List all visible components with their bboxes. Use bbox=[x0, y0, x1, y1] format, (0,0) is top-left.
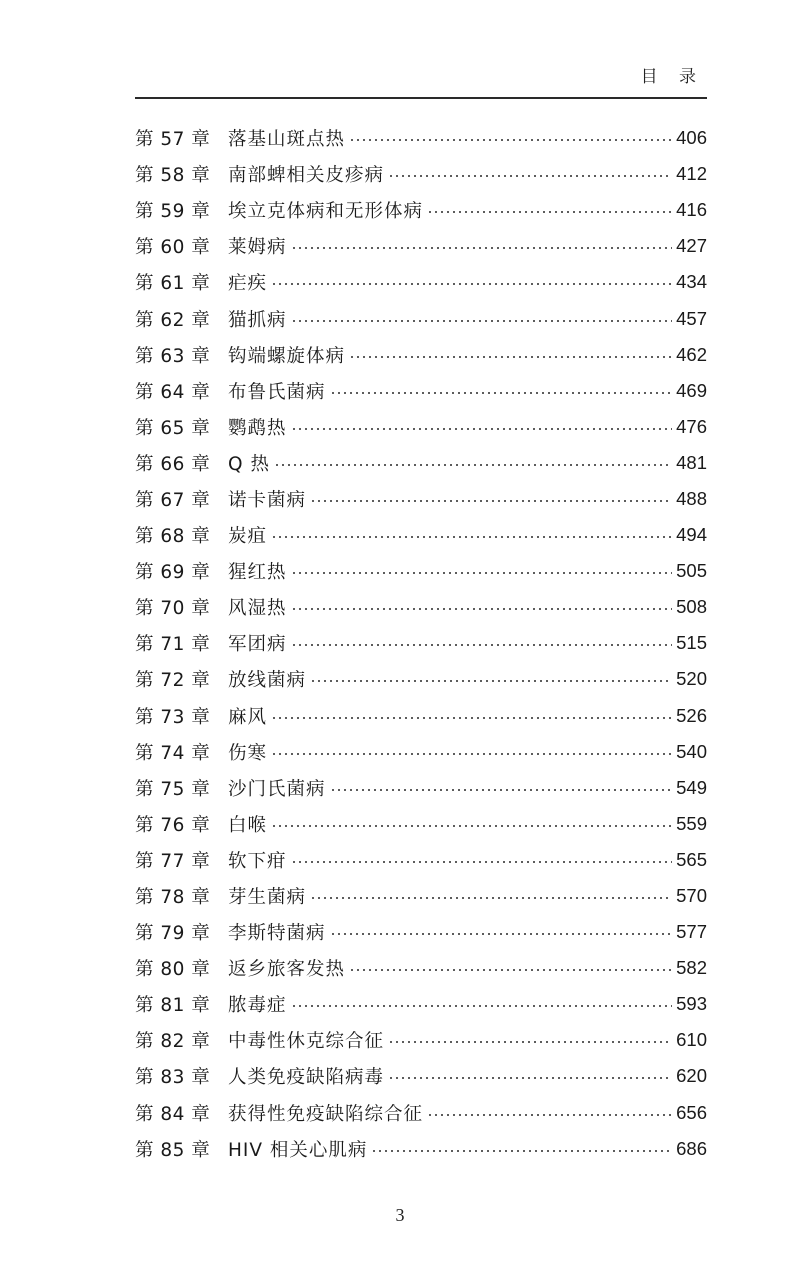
toc-page-number: 457 bbox=[676, 307, 707, 329]
toc-page-number: 494 bbox=[676, 524, 707, 546]
toc-page-number: 406 bbox=[676, 127, 707, 149]
toc-entry[interactable] bbox=[135, 120, 707, 156]
toc-chapter-title: 布鲁氏菌病 bbox=[228, 381, 326, 403]
toc-entry[interactable] bbox=[135, 842, 707, 878]
toc-chapter-title: HIV 相关心肌病 bbox=[228, 1139, 368, 1161]
toc-dot-leader bbox=[271, 753, 672, 755]
toc-page-number: 540 bbox=[676, 740, 707, 762]
toc-chapter-title: 麻风 bbox=[228, 706, 268, 728]
toc-page-number: 570 bbox=[676, 885, 707, 907]
toc-page-number: 508 bbox=[676, 596, 707, 618]
toc-entry[interactable] bbox=[135, 734, 707, 770]
toc-page-number: 462 bbox=[676, 343, 707, 365]
toc-dot-leader bbox=[388, 175, 672, 177]
toc-dot-leader bbox=[271, 717, 672, 719]
toc-chapter-number: 第 74 章 bbox=[135, 742, 211, 764]
toc-page-number: 505 bbox=[676, 560, 707, 582]
toc-chapter-number: 第 70 章 bbox=[135, 598, 211, 620]
toc-page-number: 559 bbox=[676, 812, 707, 834]
toc-chapter-title: 钩端螺旋体病 bbox=[228, 345, 346, 367]
toc-entry[interactable] bbox=[135, 806, 707, 842]
toc-entry[interactable] bbox=[135, 698, 707, 734]
toc-chapter-title: 软下疳 bbox=[228, 850, 287, 872]
toc-entry[interactable] bbox=[135, 770, 707, 806]
toc-dot-leader bbox=[349, 969, 672, 971]
toc-entry[interactable] bbox=[135, 878, 707, 914]
toc-chapter-number: 第 82 章 bbox=[135, 1031, 211, 1053]
toc-chapter-number: 第 67 章 bbox=[135, 489, 211, 511]
toc-chapter-number: 第 69 章 bbox=[135, 562, 211, 584]
toc-page-number: 582 bbox=[676, 957, 707, 979]
toc-entry[interactable] bbox=[135, 192, 707, 228]
toc-chapter-number: 第 79 章 bbox=[135, 923, 211, 945]
toc-page-number: 481 bbox=[676, 451, 707, 473]
toc-chapter-title: 芽生菌病 bbox=[228, 887, 307, 909]
toc-chapter-number: 第 73 章 bbox=[135, 706, 211, 728]
toc-dot-leader bbox=[291, 247, 673, 249]
toc-dot-leader bbox=[291, 320, 673, 322]
table-of-contents bbox=[135, 120, 707, 1167]
toc-dot-leader bbox=[291, 428, 673, 430]
toc-chapter-number: 第 62 章 bbox=[135, 309, 211, 331]
toc-entry[interactable] bbox=[135, 156, 707, 192]
toc-dot-leader bbox=[291, 644, 673, 646]
toc-chapter-title: 沙门氏菌病 bbox=[228, 778, 326, 800]
toc-chapter-number: 第 83 章 bbox=[135, 1067, 211, 1089]
toc-chapter-title: 放线菌病 bbox=[228, 670, 307, 692]
toc-page-number: 610 bbox=[676, 1029, 707, 1051]
toc-chapter-title: 疟疾 bbox=[228, 273, 268, 295]
toc-page-number: 526 bbox=[676, 704, 707, 726]
toc-entry[interactable] bbox=[135, 228, 707, 264]
toc-chapter-title: 伤寒 bbox=[228, 742, 268, 764]
toc-dot-leader bbox=[291, 1005, 673, 1007]
toc-dot-leader bbox=[330, 789, 673, 791]
toc-chapter-number: 第 60 章 bbox=[135, 237, 211, 259]
toc-chapter-title: 南部蜱相关皮疹病 bbox=[228, 165, 385, 187]
toc-entry[interactable] bbox=[135, 445, 707, 481]
toc-chapter-number: 第 68 章 bbox=[135, 526, 211, 548]
toc-chapter-title: 鹦鹉热 bbox=[228, 417, 287, 439]
toc-chapter-number: 第 81 章 bbox=[135, 995, 211, 1017]
toc-dot-leader bbox=[330, 392, 673, 394]
toc-page-number: 412 bbox=[676, 163, 707, 185]
toc-dot-leader bbox=[310, 680, 672, 682]
toc-dot-leader bbox=[427, 211, 672, 213]
toc-chapter-title: 落基山斑点热 bbox=[228, 129, 346, 151]
toc-chapter-title: 诺卡菌病 bbox=[228, 489, 307, 511]
toc-dot-leader bbox=[330, 933, 673, 935]
toc-dot-leader bbox=[371, 1150, 672, 1152]
toc-dot-leader bbox=[388, 1041, 672, 1043]
toc-entry[interactable] bbox=[135, 950, 707, 986]
toc-chapter-number: 第 63 章 bbox=[135, 345, 211, 367]
toc-dot-leader bbox=[291, 572, 673, 574]
toc-chapter-title: 获得性免疫缺陷综合征 bbox=[228, 1103, 424, 1125]
toc-entry[interactable] bbox=[135, 589, 707, 625]
toc-dot-leader bbox=[271, 825, 672, 827]
toc-entry[interactable] bbox=[135, 986, 707, 1022]
toc-dot-leader bbox=[388, 1077, 672, 1079]
toc-chapter-title: 脓毒症 bbox=[228, 995, 287, 1017]
toc-entry[interactable] bbox=[135, 373, 707, 409]
toc-entry[interactable] bbox=[135, 1095, 707, 1131]
toc-chapter-number: 第 80 章 bbox=[135, 959, 211, 981]
toc-chapter-number: 第 65 章 bbox=[135, 417, 211, 439]
toc-page-number: 565 bbox=[676, 848, 707, 870]
header-rule bbox=[135, 97, 707, 99]
toc-chapter-number: 第 57 章 bbox=[135, 129, 211, 151]
toc-chapter-number: 第 84 章 bbox=[135, 1103, 211, 1125]
toc-dot-leader bbox=[291, 861, 673, 863]
toc-entry[interactable] bbox=[135, 264, 707, 300]
toc-chapter-number: 第 58 章 bbox=[135, 165, 211, 187]
toc-entry[interactable] bbox=[135, 1058, 707, 1094]
toc-chapter-number: 第 59 章 bbox=[135, 201, 211, 223]
toc-entry[interactable] bbox=[135, 517, 707, 553]
toc-page-number: 549 bbox=[676, 776, 707, 798]
toc-dot-leader bbox=[310, 500, 672, 502]
toc-chapter-number: 第 64 章 bbox=[135, 381, 211, 403]
toc-chapter-number: 第 72 章 bbox=[135, 670, 211, 692]
toc-chapter-number: 第 71 章 bbox=[135, 634, 211, 656]
toc-chapter-number: 第 76 章 bbox=[135, 814, 211, 836]
toc-page-number: 469 bbox=[676, 379, 707, 401]
toc-page-number: 593 bbox=[676, 993, 707, 1015]
toc-dot-leader bbox=[349, 139, 672, 141]
toc-entry[interactable] bbox=[135, 625, 707, 661]
toc-chapter-title: 猩红热 bbox=[228, 562, 287, 584]
toc-chapter-number: 第 75 章 bbox=[135, 778, 211, 800]
toc-chapter-title: 炭疽 bbox=[228, 526, 268, 548]
toc-page-number: 520 bbox=[676, 668, 707, 690]
toc-entry[interactable] bbox=[135, 914, 707, 950]
toc-entry[interactable] bbox=[135, 481, 707, 517]
toc-entry[interactable] bbox=[135, 409, 707, 445]
page-number: 3 bbox=[395, 1205, 405, 1225]
toc-chapter-title: 中毒性休克综合征 bbox=[228, 1031, 385, 1053]
toc-page-number: 476 bbox=[676, 415, 707, 437]
toc-page-number: 656 bbox=[676, 1101, 707, 1123]
toc-page-number: 515 bbox=[676, 632, 707, 654]
toc-entry[interactable] bbox=[135, 1131, 707, 1167]
toc-chapter-title: 返乡旅客发热 bbox=[228, 959, 346, 981]
toc-dot-leader bbox=[427, 1114, 672, 1116]
toc-entry[interactable] bbox=[135, 553, 707, 589]
toc-dot-leader bbox=[271, 283, 672, 285]
toc-entry[interactable] bbox=[135, 661, 707, 697]
toc-entry[interactable] bbox=[135, 337, 707, 373]
toc-dot-leader bbox=[310, 897, 672, 899]
toc-chapter-number: 第 85 章 bbox=[135, 1139, 211, 1161]
toc-entry[interactable] bbox=[135, 300, 707, 336]
toc-dot-leader bbox=[291, 608, 673, 610]
toc-page-number: 416 bbox=[676, 199, 707, 221]
toc-dot-leader bbox=[274, 464, 672, 466]
toc-chapter-title: 白喉 bbox=[228, 814, 268, 836]
toc-chapter-number: 第 78 章 bbox=[135, 887, 211, 909]
toc-chapter-title: 军团病 bbox=[228, 634, 287, 656]
toc-page-number: 427 bbox=[676, 235, 707, 257]
toc-page-number: 620 bbox=[676, 1065, 707, 1087]
toc-chapter-number: 第 66 章 bbox=[135, 453, 211, 475]
toc-dot-leader bbox=[271, 536, 672, 538]
toc-chapter-title: Q 热 bbox=[228, 453, 270, 475]
toc-chapter-title: 人类免疫缺陷病毒 bbox=[228, 1067, 385, 1089]
running-head-title: 目 录 bbox=[640, 67, 704, 87]
toc-chapter-title: 李斯特菌病 bbox=[228, 923, 326, 945]
toc-chapter-title: 莱姆病 bbox=[228, 237, 287, 259]
toc-entry[interactable] bbox=[135, 1022, 707, 1058]
toc-page-number: 488 bbox=[676, 487, 707, 509]
toc-dot-leader bbox=[349, 356, 672, 358]
toc-chapter-title: 风湿热 bbox=[228, 598, 287, 620]
toc-chapter-number: 第 61 章 bbox=[135, 273, 211, 295]
toc-page-number: 686 bbox=[676, 1137, 707, 1159]
toc-chapter-title: 猫抓病 bbox=[228, 309, 287, 331]
toc-chapter-number: 第 77 章 bbox=[135, 850, 211, 872]
toc-page-number: 577 bbox=[676, 921, 707, 943]
toc-chapter-title: 埃立克体病和无形体病 bbox=[228, 201, 424, 223]
toc-page-number: 434 bbox=[676, 271, 707, 293]
